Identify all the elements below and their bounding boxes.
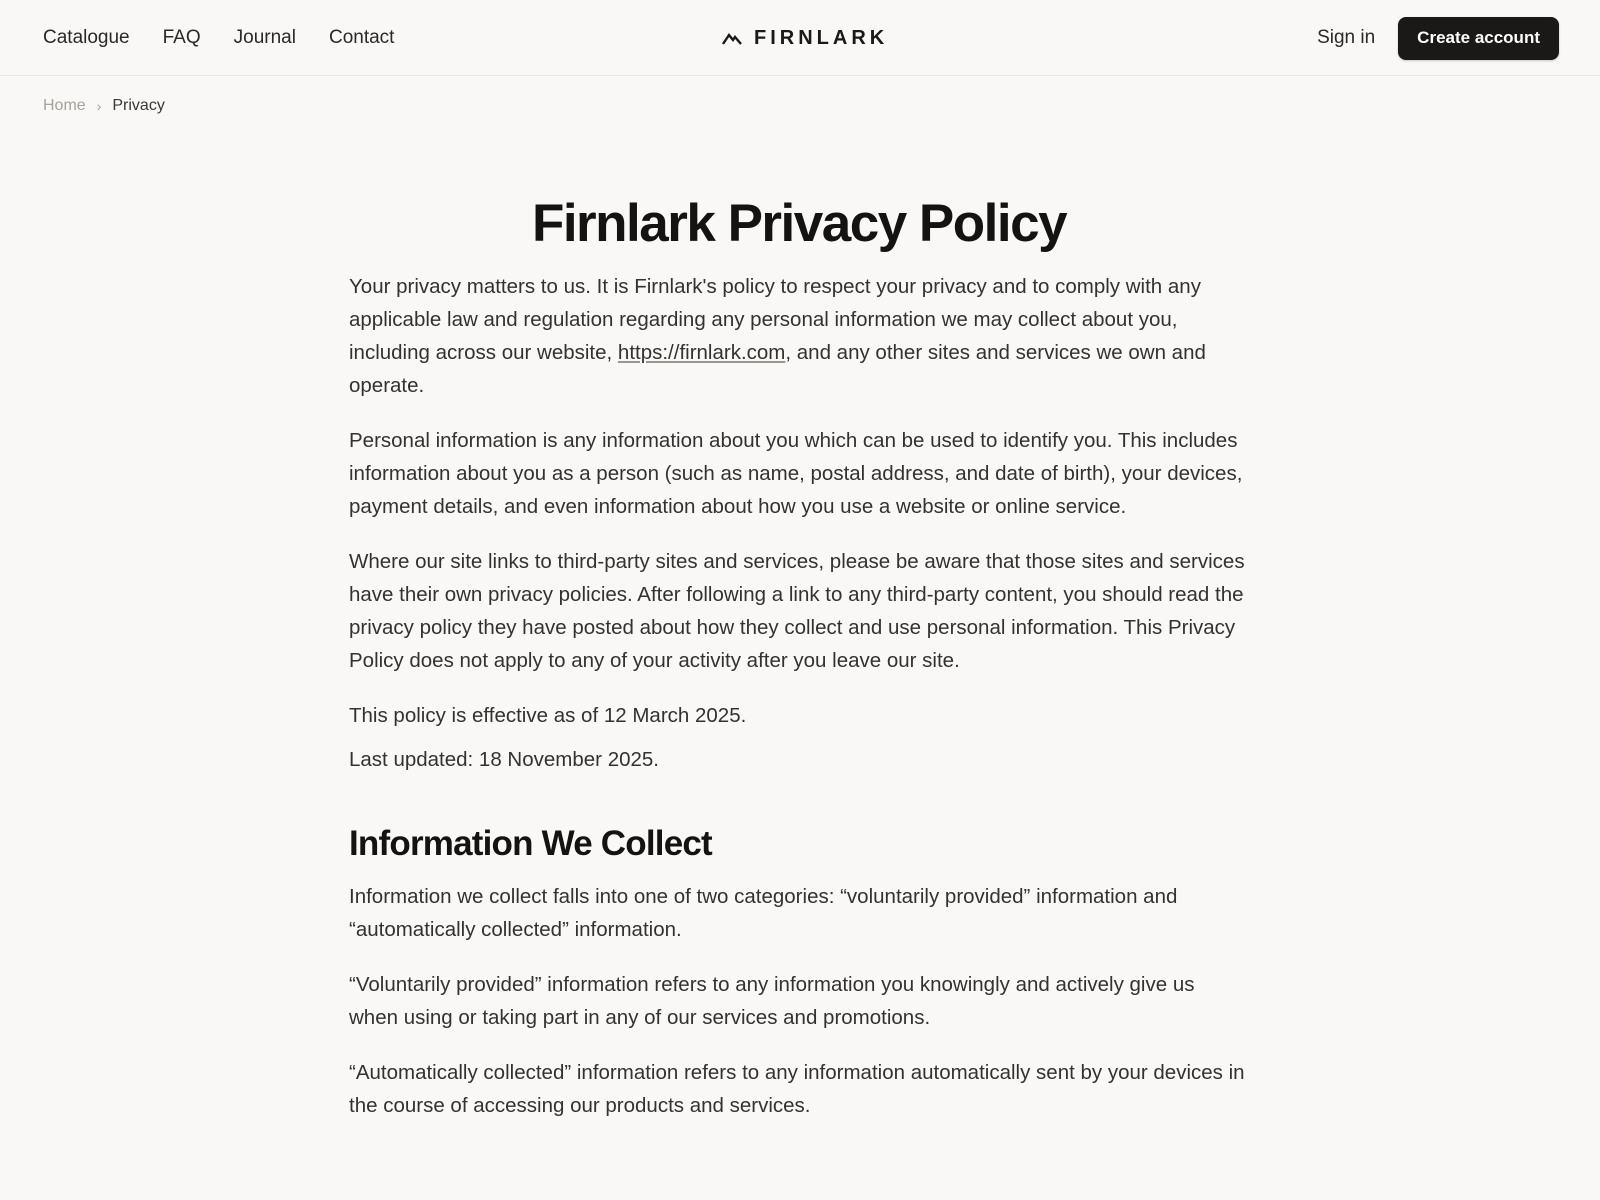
create-account-button[interactable]: Create account xyxy=(1398,17,1559,60)
sign-in-link[interactable]: Sign in xyxy=(1317,27,1376,48)
mountain-icon xyxy=(722,31,742,45)
header-actions xyxy=(1317,0,1559,76)
last-updated: Last updated: 18 November 2025. xyxy=(349,748,659,771)
brand-name: FIRNLARK xyxy=(754,26,889,49)
site-header xyxy=(0,0,1600,76)
nav-catalogue[interactable]: Catalogue xyxy=(43,27,130,48)
breadcrumb xyxy=(43,97,165,115)
categories-paragraph: Information we collect falls into one of two categories: “voluntarily provided” information and “automatically collected” information. xyxy=(349,885,1178,941)
breadcrumb-current: Privacy xyxy=(112,97,165,114)
nav-contact[interactable]: Contact xyxy=(328,27,395,48)
intro-text-end: , and any other sites and services we own and operate. xyxy=(349,341,1206,397)
section-heading: Information We Collect xyxy=(349,824,712,863)
voluntary-paragraph: “Voluntarily provided” information refers to any information you knowingly and actively give us when using or taking part in any of our services and promotions. xyxy=(349,973,1195,1029)
main-nav xyxy=(43,0,427,76)
policy-content xyxy=(349,192,1249,1144)
personal-info-paragraph: Personal information is any information about you which can be used to identify you. This includes information about you as a person (such as name, postal address, and date of birth), your devices, payment details, and even information about how you use a website or online service. xyxy=(349,429,1243,518)
website-link[interactable]: https://firnlark.com xyxy=(617,341,786,364)
nav-faq[interactable]: FAQ xyxy=(162,27,201,48)
effective-date: This policy is effective as of 12 March 2025. xyxy=(349,704,747,727)
intro-paragraph xyxy=(349,270,1249,402)
page-title: Firnlark Privacy Policy xyxy=(531,194,1067,253)
nav-journal[interactable]: Journal xyxy=(233,27,296,48)
third-party-paragraph: Where our site links to third-party sites and services, please be aware that those sites and services have their own privacy policies. After following a link to any third-party content, you should read the privacy policy they have posted about how they collect and use personal information. This Privacy Policy does not apply to any of your activity after you leave our site. xyxy=(349,550,1245,672)
brand-logo[interactable] xyxy=(722,0,888,76)
breadcrumb-home[interactable]: Home xyxy=(43,97,86,114)
intro-text-start: Your privacy matters to us. It is Firnlark's policy to respect your privacy and to comply with any applicable law and regulation regarding any personal information we may collect about you, including across our website, xyxy=(349,275,1201,364)
automatic-paragraph: “Automatically collected” information refers to any information automatically sent by your devices in the course of accessing our products and services. xyxy=(349,1061,1245,1117)
chevron-right-icon: › xyxy=(96,98,102,114)
